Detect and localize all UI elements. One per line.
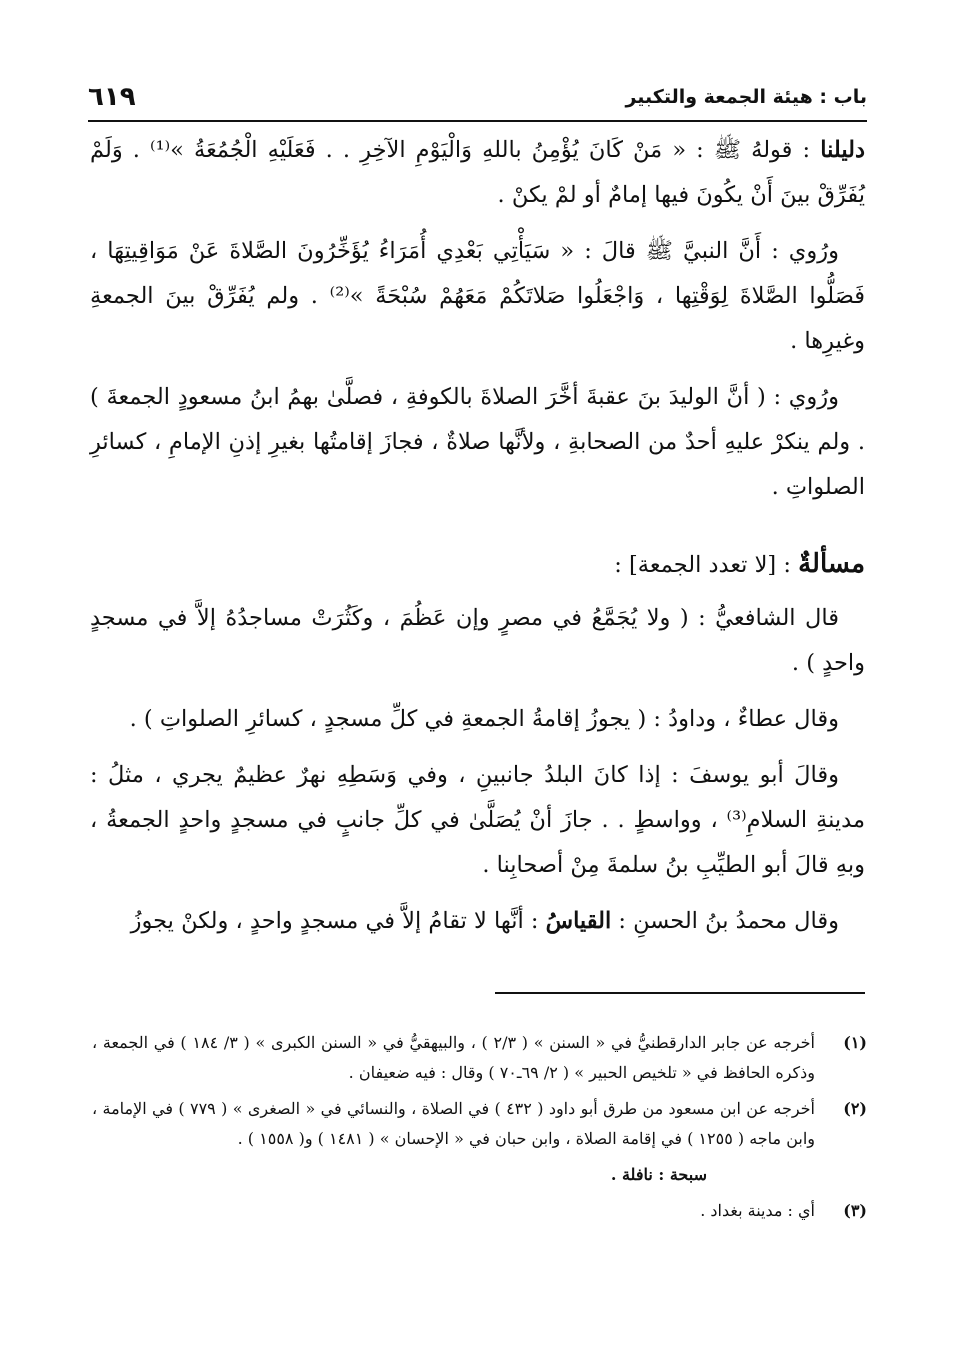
footnote-3 <box>92 1196 867 1226</box>
main-text <box>90 128 865 955</box>
paragraph-4: قال الشافعيُّ : ( ولا يُجَمَّعُ في مصرٍ وإن عَظُمَ ، وكَثُرَتْ مساجدُهُ إلاَّ في مسجدٍ واحدٍ ) . <box>90 605 865 676</box>
running-title: باب : هيئة الجمعة والتكبير <box>625 86 867 108</box>
paragraph-7-start: وقال محمدُ بنُ الحسنِ : <box>611 908 839 934</box>
footnote-gloss: سبحة : نافلة . <box>610 1165 707 1184</box>
paragraph-3: ورُوي : ( أنَّ الوليدَ بنَ عقبةَ أخَّرَ الصلاةَ بالكوفةِ ، فصلَّىٰ بهمُ ابنُ مسعودٍ الجمعةَ ) . ولم ينكرْ عليهِ أحدٌ من الصحابةِ ، ولأنَّها صلاةٌ ، فجازَ إقامتُها بغيرِ إذنِ الإمامِ ، كسائرِ الصلواتِ . <box>90 384 865 500</box>
footnote-text: أي : مدينة بغداد . <box>700 1201 815 1220</box>
paragraph-6: وقالَ أبو يوسفَ : إذا كانَ البلدُ جانبينِ ، وفي وَسَطِهِ نهرٌ عظيمٌ يجري ، مثلُ : مدينةِ السلامِ⁽³⁾ ، وواسطٍ . . جازَ أنْ يُصَلَّىٰ في كلِّ جانبٍ في مسجدٍ واحدٍ الجمعةُ ، وبهِ قالَ أبو الطيِّبِ بنُ سلمةَ مِنْ أصحابِنا . <box>90 762 865 878</box>
paragraph-2: ورُوي : أَنَّ النبيَّ ﷺ قالَ : « سَيَأْتِي بَعْدِي أُمَرَاءُ يُؤَخِّرُونَ الصَّلاةَ عَنْ مَوَاقِيتِهَا ، فَصَلُّوا الصَّلاةَ لِوَقْتِها ، وَاجْعَلُوا صَلاتَكُمْ مَعَهُمْ سُبْحَةً »⁽²⁾ . ولم يُفَرِّقْ بينَ الجمعةِ وغيرِها . <box>90 238 866 354</box>
heading-label: مسألةٌ <box>798 549 865 579</box>
section-heading <box>90 542 865 588</box>
page-number: ٦١٩ <box>88 82 136 112</box>
footnote-number: (١) <box>843 1033 867 1052</box>
footnote-text: أخرجه عن جابر الدارقطنيُّ في « السنن » ( ٢/٣ ) ، والبيهقيُّ في « السنن الكبرى » ( ٣/ ١٨٤ ) في الجمعة ، وذكره الحافظ في « تلخيص الحبير » ( ٢/ ٦٩ـ٧٠ ) وقال : فيه ضعيفان . <box>92 1033 815 1082</box>
paragraph-lead: دليلنا <box>820 137 865 163</box>
paragraph-7-bold: القياسُ <box>545 908 612 934</box>
page-header <box>88 82 867 122</box>
footnote-text: أخرجه عن ابن مسعود من طرق أبو داود ( ٤٣٢ ) في الصلاة ، والنسائي في « الصغرى » ( ٧٧٩ ) في الإمامة ، وابن ماجه ( ١٢٥٥ ) في إقامة الصلاة ، وابن حبان في « الإحسان » ( ١٤٨١ ) و( ١٥٥٨ ) . <box>92 1099 816 1148</box>
footnote-2 <box>92 1094 867 1154</box>
paragraph-1 <box>90 128 865 218</box>
paragraph-5: وقال عطاءٌ ، وداودُ : ( يجوزُ إقامةُ الجمعةِ في كلِّ مسجدٍ ، كسائرِ الصلواتِ ) . <box>129 706 839 732</box>
footnote-number: (٢) <box>843 1099 867 1118</box>
footnote-divider <box>495 992 865 994</box>
footnotes <box>92 1028 867 1232</box>
heading-text: : [لا تعدد الجمعة] : <box>614 552 799 578</box>
footnote-1 <box>92 1028 867 1088</box>
paragraph-text: : قولهُ ﷺ : « مَنْ كَانَ يُؤْمِنُ باللهِ وَالْيَوْمِ الآخِرِ . . فَعَلَيْهِ الْجُمُعَةُ »⁽¹⁾ . وَلَمْ يُفَرِّقْ بينَ أَنْ يكُونَ فيها إمامٌ أو لمْ يكنْ . <box>90 137 865 208</box>
paragraph-7-end: : أنَّها لا تقامُ إلاَّ في مسجدٍ واحدٍ ، ولكنْ يجوزُ <box>130 908 546 934</box>
paragraph-7 <box>90 899 865 944</box>
footnote-number: (٣) <box>843 1201 867 1220</box>
